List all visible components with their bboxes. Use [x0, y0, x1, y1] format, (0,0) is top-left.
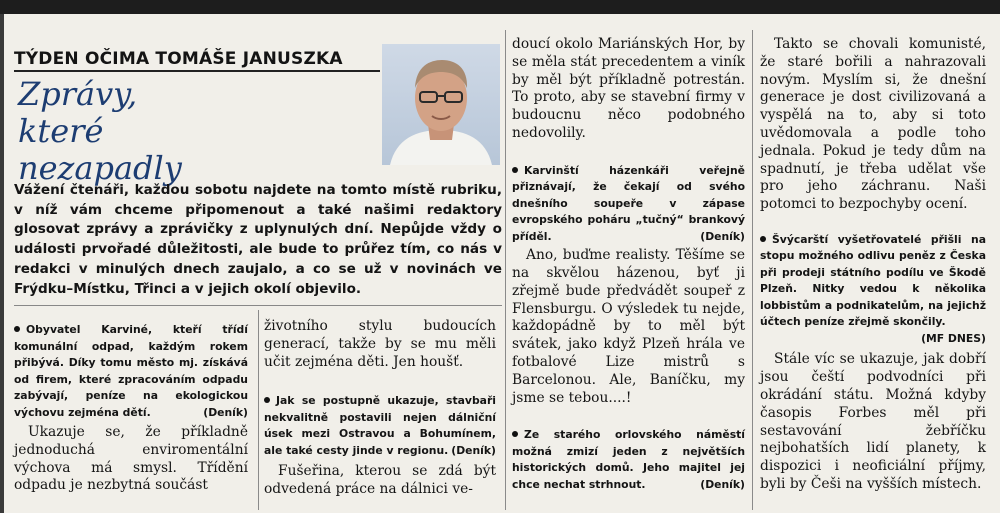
top-border-bar	[0, 0, 1000, 14]
column-2	[264, 318, 496, 499]
news-source: (Deník)	[203, 405, 248, 419]
news-source: (Deník)	[700, 229, 745, 243]
left-border-bar	[0, 14, 4, 513]
intro-paragraph: Vážení čtenáři, každou sobotu najdete na tomto místě rubriku, v níž vám chceme připomenout a také našimi redaktory glosovat zprávy a zprávičky z uplynulých dní. Nepůjde vždy o události prvořadé důležitosti, ale bude to průřez tím, co nás v redakci v minulých dnech zaujalo, a co se už v novinách ve Frýdku–Místku, Třinci a v jejich okolí objevilo.	[14, 182, 502, 297]
news-item-skoda	[760, 232, 986, 348]
news-text: Obyvatel Karviné, kteří třídí komunální odpad, každým rokem přibývá. Díky tomu město mj. získává od firem, které zpracováním odpadu zabývají, peníze na ekologickou výchovu zejména dětí.	[14, 323, 248, 419]
news-item-handball	[512, 163, 745, 246]
comment-paragraph: Fušeřina, kterou se zdá být odvedená práce na dálnici ve-	[264, 463, 496, 498]
intro-divider	[14, 305, 502, 306]
column-1	[14, 322, 248, 495]
comment-paragraph: Takto se chovali komunisté, že staré bořili a nahrazovali novým. Myslím si, že dnešní generace je dost civilizovaná a vyspělá na to, aby si toto uvědomovala a podle toho jednala. Pokud je tedy dům na spadnutí, je třeba udělat vše pro jeho záchranu. Naši potomci to bezpochyby ocení.	[760, 36, 986, 213]
news-source: (Deník)	[451, 443, 496, 457]
news-item-karvina	[14, 322, 248, 421]
bullet-icon	[512, 431, 518, 437]
rubric-title-line2: které nezapadly	[18, 112, 182, 187]
column-divider-3	[752, 30, 753, 510]
column-divider-1	[505, 30, 506, 510]
comment-paragraph: Ano, buďme realisty. Těšíme se na skvělou házenou, byť ji zřejmě bude předvádět soupeř z Flensburgu. O výsledek tu nejde, každopádně by to měl být svátek, jako když Plzeň hrála ve fotbalové Lize mistrů s Barcelonou. Ale, Baníčku, my jsme se tebou....!	[512, 247, 745, 406]
comment-paragraph: Ukazuje se, že příkladně jednoduchá enviromentální výchova má smysl. Třídění odpadu je nezbytná součást	[14, 424, 248, 494]
author-portrait-illustration	[382, 44, 500, 165]
news-text: Karvinští házenkáři veřejně přiznávají, že čekají od svého dnešního soupeře v zápase evropského poháru „tučný“ brankový příděl.	[512, 163, 745, 243]
comment-paragraph: Stále víc se ukazuje, jak dobří jsou čeští podvodníci při okrádání státu. Možná kdyby časopis Forbes měl při sestavování žebříčku nejbohatších lidí planety, k dispozici i neoficiální příjmy, byli by Češi na vyšších místech.	[760, 351, 986, 493]
news-item-orlova	[512, 427, 745, 493]
column-3	[512, 36, 745, 493]
comment-paragraph: životního stylu budoucích generací, takže by se mu měli učit zejména děti. Jen houšť.	[264, 318, 496, 370]
bullet-icon	[264, 397, 270, 403]
bullet-icon	[14, 326, 20, 332]
bullet-icon	[512, 167, 518, 173]
comment-paragraph: doucí okolo Mariánských Hor, by se měla stát precedentem a viník by měl být příkladně potrestán. To proto, aby se stavební firmy v budoucnu něco podobného nedovolily.	[512, 36, 745, 141]
news-item-highway	[264, 393, 496, 459]
author-photo	[382, 44, 500, 165]
rubric-title	[18, 76, 258, 187]
bullet-icon	[760, 236, 766, 242]
news-source: (Deník)	[700, 477, 745, 491]
header-rule	[14, 70, 380, 72]
column-4	[760, 36, 986, 494]
news-text: Švýcarští vyšetřovatelé přišli na stopu možného odlivu peněz z Česka při prodeji státního podílu ve Škodě Plzeň. Nitky vedou k několika lobbistům a podnikatelům, na jejichž účtech peníze zřejmě skončily.	[760, 232, 986, 329]
news-source: (MF DNES)	[921, 331, 986, 345]
column-header-title: TÝDEN OČIMA TOMÁŠE JANUSZKA	[14, 49, 343, 69]
news-text: Jak se postupně ukazuje, stavbaři nekvalitně postavili nejen dálniční úsek mezi Ostravou a Bohumínem, ale také cesty jinde v regionu.	[264, 394, 496, 457]
rubric-title-line1: Zprávy,	[18, 75, 138, 113]
column-divider-2	[258, 310, 259, 510]
news-text: Ze starého orlovského náměstí možná zmizí jeden z největších historických domů. Jeho majitel jej chce nechat strhnout.	[512, 428, 745, 491]
